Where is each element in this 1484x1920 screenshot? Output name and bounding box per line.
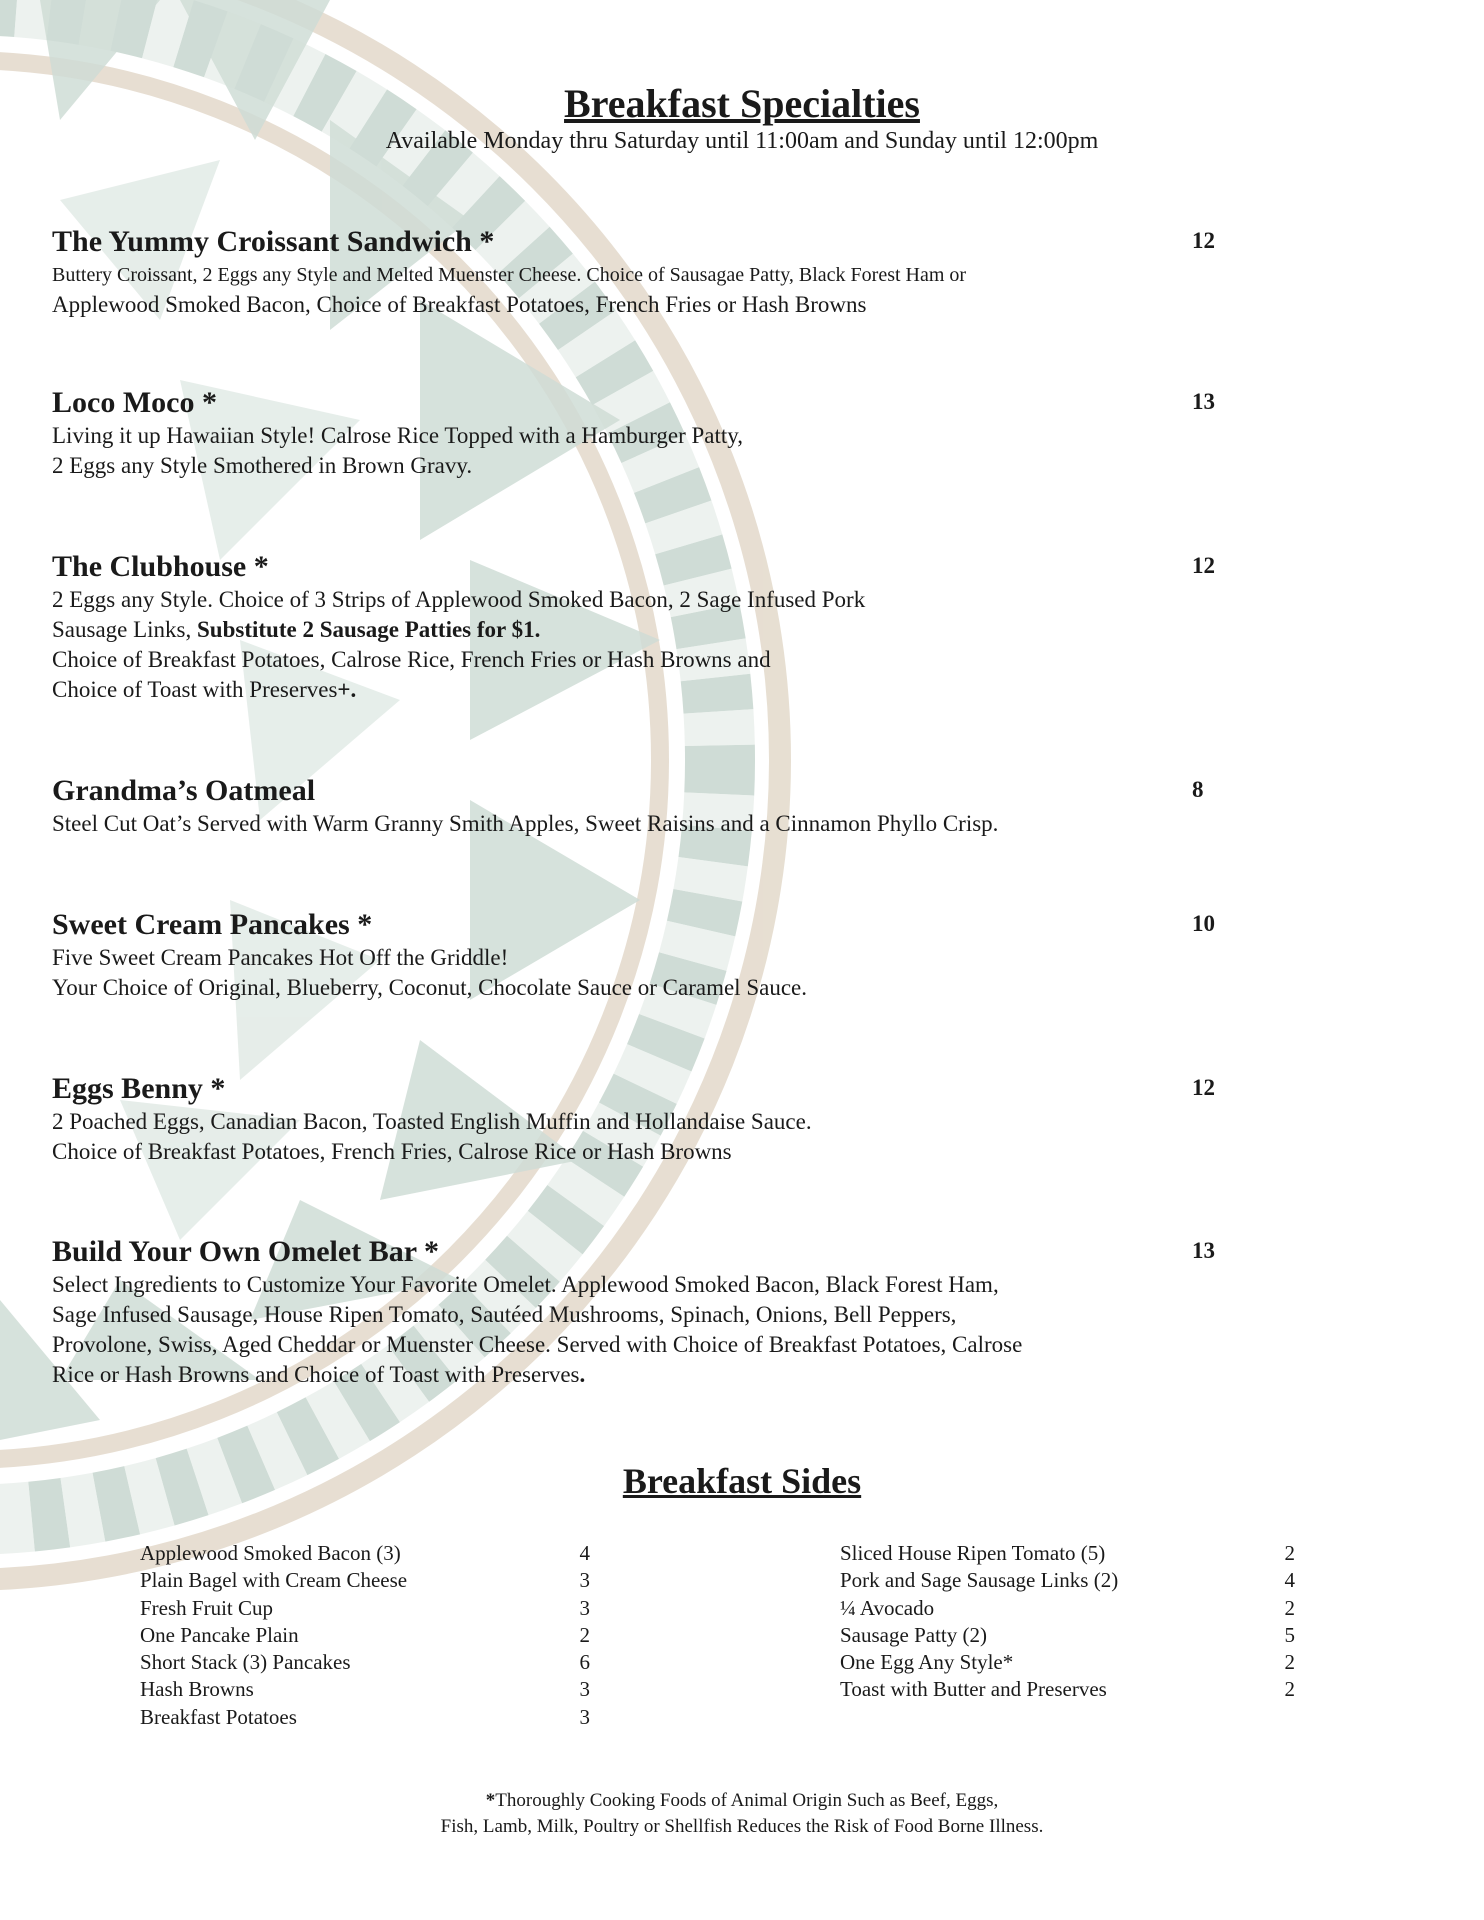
footnote-line: Fish, Lamb, Milk, Poultry or Shellfish Reduces the Risk of Food Borne Illness. (440, 1816, 1044, 1837)
description-line (52, 615, 1212, 645)
item-name: Grandma’s Oatmeal (52, 774, 316, 807)
description-line: Buttery Croissant, 2 Eggs any Style and Melted Muenster Cheese. Choice of Sausagae Patty, Black Forest Ham or (52, 264, 967, 286)
side-item (840, 1622, 1295, 1649)
side-price: 2 (579, 1622, 590, 1647)
item-name: Eggs Benny * (52, 1072, 226, 1105)
side-name: ¼ Avocado (840, 1595, 935, 1620)
item-description (52, 1107, 1212, 1167)
side-item (840, 1676, 1295, 1703)
side-item (840, 1567, 1295, 1594)
description-suffix: +. (337, 677, 357, 702)
side-item (840, 1649, 1295, 1676)
item-name: The Clubhouse * (52, 550, 269, 583)
menu-item (52, 224, 1215, 320)
item-description (52, 1270, 1212, 1390)
side-name: Breakfast Potatoes (140, 1704, 297, 1729)
side-price: 4 (579, 1541, 590, 1565)
side-price: 2 (1284, 1541, 1295, 1565)
item-price: 13 (1192, 1238, 1215, 1263)
menu-item (52, 1071, 1215, 1167)
side-item (140, 1704, 590, 1731)
side-name: Fresh Fruit Cup (140, 1595, 274, 1620)
description-line: Steel Cut Oat’s Served with Warm Granny Smith Apples, Sweet Raisins and a Cinnamon Phyllo Crisp. (52, 811, 999, 836)
item-name: Build Your Own Omelet Bar * (52, 1235, 439, 1268)
side-name: Applewood Smoked Bacon (3) (140, 1541, 401, 1565)
description-line: 2 Poached Eggs, Canadian Bacon, Toasted English Muffin and Hollandaise Sauce. (52, 1109, 812, 1134)
description-line: Applewood Smoked Bacon, Choice of Breakfast Potatoes, French Fries or Hash Browns (52, 292, 867, 317)
item-description (52, 809, 1212, 839)
menu-item (52, 907, 1215, 1003)
side-price: 5 (1284, 1622, 1295, 1647)
item-price: 12 (1192, 553, 1215, 578)
item-price: 13 (1192, 389, 1215, 414)
sides-list-left (140, 1540, 590, 1731)
side-name: Sausage Patty (2) (840, 1622, 987, 1647)
description-text: Choice of Toast with Preserves (52, 677, 338, 702)
description-line: 2 Eggs any Style. Choice of 3 Strips of Applewood Smoked Bacon, 2 Sage Infused Pork (52, 587, 866, 612)
description-line: Five Sweet Cream Pancakes Hot Off the Griddle! (52, 945, 509, 970)
substitution-note: Substitute 2 Sausage Patties for $1. (197, 617, 541, 642)
item-description (52, 943, 1212, 1003)
item-price: 10 (1192, 911, 1215, 936)
footnote-line: Thoroughly Cooking Foods of Animal Origin Such as Beef, Eggs, (495, 1790, 999, 1811)
side-item (140, 1540, 590, 1567)
description-line: 2 Eggs any Style Smothered in Brown Gravy. (52, 453, 473, 478)
menu-item (52, 549, 1215, 705)
item-price: 8 (1192, 777, 1204, 802)
side-item (140, 1622, 590, 1649)
sides-list-right (840, 1540, 1295, 1704)
availability-subtitle: Available Monday thru Saturday until 11:00am and Sunday until 12:00pm (385, 128, 1099, 154)
side-price: 3 (579, 1595, 590, 1620)
description-suffix: . (579, 1362, 586, 1387)
side-name: Short Stack (3) Pancakes (140, 1650, 351, 1675)
item-price: 12 (1192, 1075, 1215, 1100)
item-description (52, 260, 1212, 320)
side-name: Toast with Butter and Preserves (840, 1677, 1107, 1702)
side-name: One Pancake Plain (140, 1622, 299, 1647)
side-price: 3 (579, 1677, 590, 1702)
item-price: 12 (1192, 228, 1215, 253)
side-item (140, 1649, 590, 1676)
description-line: Sage Infused Sausage, House Ripen Tomato, Sautéed Mushrooms, Spinach, Onions, Bell Peppers, (52, 1302, 957, 1327)
item-description (52, 585, 1212, 705)
side-price: 6 (579, 1650, 590, 1675)
description-line (52, 1360, 1212, 1390)
item-description (52, 421, 1212, 481)
menu-item (52, 385, 1215, 481)
description-line: Your Choice of Original, Blueberry, Coconut, Chocolate Sauce or Caramel Sauce. (52, 975, 807, 1000)
menu-item (52, 773, 1212, 839)
description-line: Choice of Breakfast Potatoes, French Fries, Calrose Rice or Hash Browns (52, 1139, 732, 1164)
side-item (140, 1595, 590, 1622)
description-line: Living it up Hawaiian Style! Calrose Rice Topped with a Hamburger Patty, (52, 423, 744, 448)
description-line: Provolone, Swiss, Aged Cheddar or Muenster Cheese. Served with Choice of Breakfast Potatoes, Calrose (52, 1332, 1023, 1357)
description-text: Rice or Hash Browns and Choice of Toast with Preserves (52, 1362, 580, 1387)
sides-title: Breakfast Sides (622, 1461, 862, 1501)
description-line: Choice of Breakfast Potatoes, Calrose Rice, French Fries or Hash Browns and (52, 647, 771, 672)
side-name: Pork and Sage Sausage Links (2) (840, 1568, 1119, 1593)
description-line: Select Ingredients to Customize Your Favorite Omelet. Applewood Smoked Bacon, Black Forest Ham, (52, 1272, 999, 1297)
item-name: Loco Moco * (52, 386, 217, 419)
description-line (52, 675, 1212, 705)
side-name: Plain Bagel with Cream Cheese (140, 1568, 408, 1593)
food-safety-footnote (0, 1788, 1484, 1840)
menu-item (52, 1234, 1215, 1390)
item-name: Sweet Cream Pancakes * (52, 908, 373, 941)
side-price: 2 (1284, 1595, 1295, 1620)
side-name: One Egg Any Style* (840, 1650, 1014, 1675)
item-name: The Yummy Croissant Sandwich * (52, 225, 495, 258)
side-item (140, 1676, 590, 1703)
side-price: 2 (1284, 1650, 1295, 1675)
side-price: 3 (579, 1704, 590, 1729)
footnote-asterisk: * (485, 1790, 496, 1811)
side-name: Hash Browns (140, 1677, 254, 1702)
side-price: 4 (1284, 1568, 1295, 1593)
side-name: Sliced House Ripen Tomato (5) (840, 1541, 1106, 1565)
side-price: 2 (1284, 1677, 1295, 1702)
side-item (840, 1540, 1295, 1567)
page-title: Breakfast Specialties (564, 81, 920, 126)
description-text: Sausage Links, (52, 617, 198, 642)
side-item (140, 1567, 590, 1594)
side-price: 3 (579, 1568, 590, 1593)
side-item (840, 1595, 1295, 1622)
